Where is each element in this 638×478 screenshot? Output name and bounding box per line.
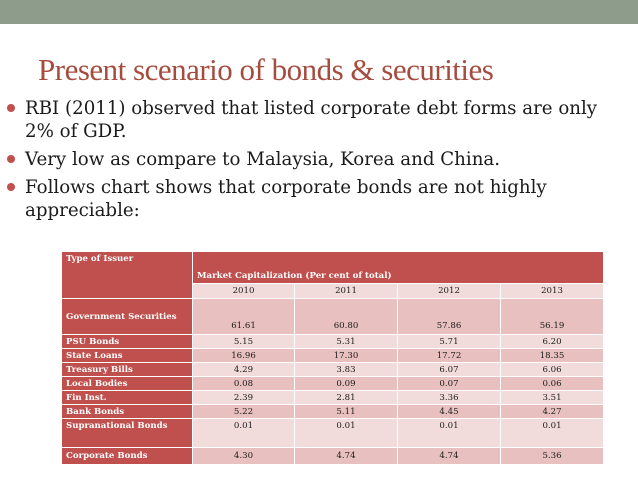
table-row [62,377,604,391]
table-row [62,419,604,448]
table-row [62,363,604,377]
cell-value: 4.74 [398,448,501,465]
cell-value: 17.30 [295,349,398,363]
cell-value: 6.20 [501,335,604,349]
cell-value: 6.06 [501,363,604,377]
row-label: Treasury Bills [62,363,193,377]
cell-value: 0.06 [501,377,604,391]
bullet-icon [7,183,15,191]
bullet-text: Follows chart shows that corporate bonds are not highly appreciable: [25,177,547,221]
row-label: Local Bodies [62,377,193,391]
table-row [62,405,604,419]
cell-value: 0.01 [398,419,501,448]
cell-value: 5.22 [193,405,295,419]
bullet-item [0,148,630,171]
cell-value: 6.07 [398,363,501,377]
year-header: 2010 [193,284,295,299]
cell-value: 0.01 [501,419,604,448]
year-header: 2012 [398,284,501,299]
cell-value: 5.31 [295,335,398,349]
bullet-icon [7,104,15,112]
cell-value: 5.36 [501,448,604,465]
market-cap-table [61,251,604,465]
cell-value: 4.74 [295,448,398,465]
bullet-item [0,97,630,143]
cell-value: 3.51 [501,391,604,405]
cell-value: 0.08 [193,377,295,391]
cell-value: 4.45 [398,405,501,419]
top-bar [0,0,638,24]
bullet-list [0,97,630,227]
bullet-text: Very low as compare to Malaysia, Korea and China. [25,149,501,170]
cell-value: 18.35 [501,349,604,363]
cell-value: 5.15 [193,335,295,349]
row-label: State Loans [62,349,193,363]
cell-value: 60.80 [295,299,398,335]
cell-value: 57.86 [398,299,501,335]
row-label: PSU Bonds [62,335,193,349]
cell-value: 0.07 [398,377,501,391]
cell-value: 3.36 [398,391,501,405]
cell-value: 0.01 [193,419,295,448]
row-label: Supranational Bonds [62,419,193,448]
type-of-issuer-header: Type of Issuer [62,252,193,299]
cell-value: 0.01 [295,419,398,448]
bullet-icon [7,155,15,163]
table-row [62,349,604,363]
cell-value: 2.39 [193,391,295,405]
table-header-row [62,252,604,284]
bullet-text: RBI (2011) observed that listed corporate debt forms are only 2% of GDP. [25,98,598,142]
cell-value: 4.29 [193,363,295,377]
table-row [62,299,604,335]
year-header: 2011 [295,284,398,299]
cell-value: 17.72 [398,349,501,363]
table-row [62,391,604,405]
table-row [62,335,604,349]
cell-value: 16.96 [193,349,295,363]
bullet-item [0,176,630,222]
row-label: Government Securities [62,299,193,335]
market-cap-header: Market Capitalization (Per cent of total) [193,252,604,284]
row-label: Fin Inst. [62,391,193,405]
cell-value: 3.83 [295,363,398,377]
cell-value: 2.81 [295,391,398,405]
cell-value: 5.71 [398,335,501,349]
table-row [62,448,604,465]
year-header: 2013 [501,284,604,299]
cell-value: 4.27 [501,405,604,419]
cell-value: 61.61 [193,299,295,335]
slide-title: Present scenario of bonds & securities [38,52,494,87]
row-label: Bank Bonds [62,405,193,419]
cell-value: 5.11 [295,405,398,419]
cell-value: 0.09 [295,377,398,391]
row-label: Corporate Bonds [62,448,193,465]
cell-value: 56.19 [501,299,604,335]
cell-value: 4.30 [193,448,295,465]
